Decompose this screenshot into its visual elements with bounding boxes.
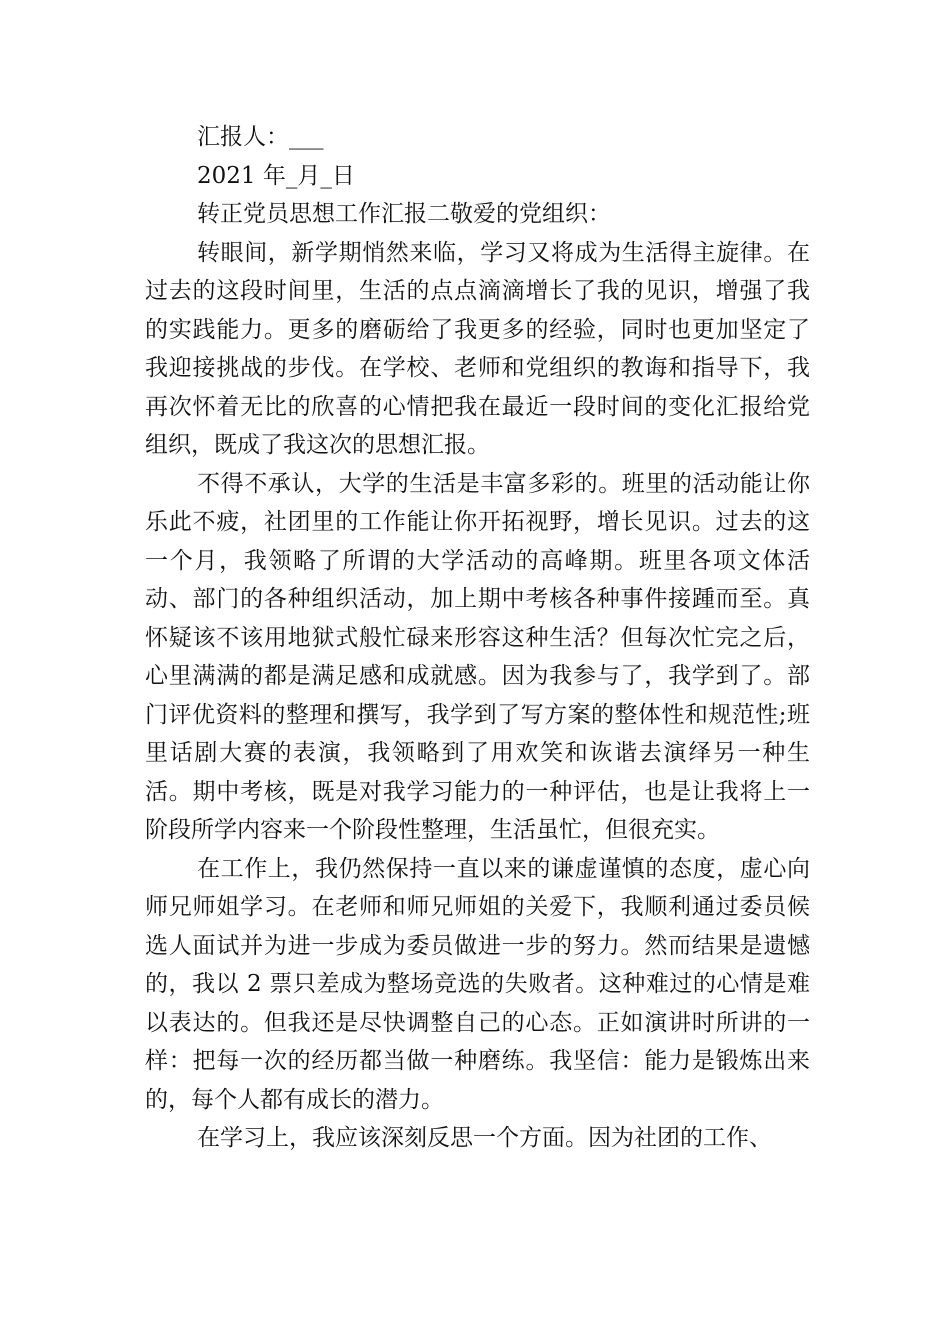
- reporter-line: 汇报人：___: [197, 124, 324, 150]
- paragraph-study: 在学习上，我应该深刻反思一个方面。因为社团的工作、: [197, 1125, 772, 1151]
- paragraph-intro: 转眼间，新学期悄然来临，学习又将成为生活得主旋律。在过去的这段时间里，生活的点点滴滴增长了我的见识，增强了我的实践能力。更多的磨砺给了我更多的经验，同时也更加坚定了我迎接挑战的步伐。在学校、老师和党组织的教诲和指导下，我再次怀着无比的欣喜的心情把我在最近一段时间的变化汇报给党组织，既成了我这次的思想汇报。: [145, 239, 810, 458]
- date-line: 2021 年_月_日: [197, 162, 355, 189]
- document-page: [145, 118, 810, 1158]
- report-title-line: 转正党员思想工作汇报二敬爱的党组织：: [197, 201, 611, 227]
- paragraph-college-life: 不得不承认，大学的生活是丰富多彩的。班里的活动能让你乐此不疲，社团里的工作能让你开拓视野，增长见识。过去的这一个月，我领略了所谓的大学活动的高峰期。班里各项文体活动、部门的各种组织活动，加上期中考核各种事件接踵而至。真怀疑该不该用地狱式般忙碌来形容这种生活？但每次忙完之后，心里满满的都是满足感和成就感。因为我参与了，我学到了。部门评优资料的整理和撰写，我学到了写方案的整体性和规范性;班里话剧大赛的表演，我领略到了用欢笑和诙谐去演绎另一种生活。期中考核，既是对我学习能力的一种评估，也是让我将上一阶段所学内容来一个阶段性整理，生活虽忙，但很充实。: [145, 470, 810, 843]
- paragraph-work: 在工作上，我仍然保持一直以来的谦虚谨慎的态度，虚心向师兄师姐学习。在老师和师兄师姐的关爱下，我顺利通过委员候选人面试并为进一步成为委员做进一步的努力。然而结果是遗憾的，我以 2 票只差成为整场竞选的失败者。这种难过的心情是难以表达的。但我还是尽快调整自己的心态。正如演讲时所讲的一样：把每一次的经历都当做一种磨练。我坚信：能力是锻炼出来的，每个人都有成长的潜力。: [145, 855, 810, 1113]
